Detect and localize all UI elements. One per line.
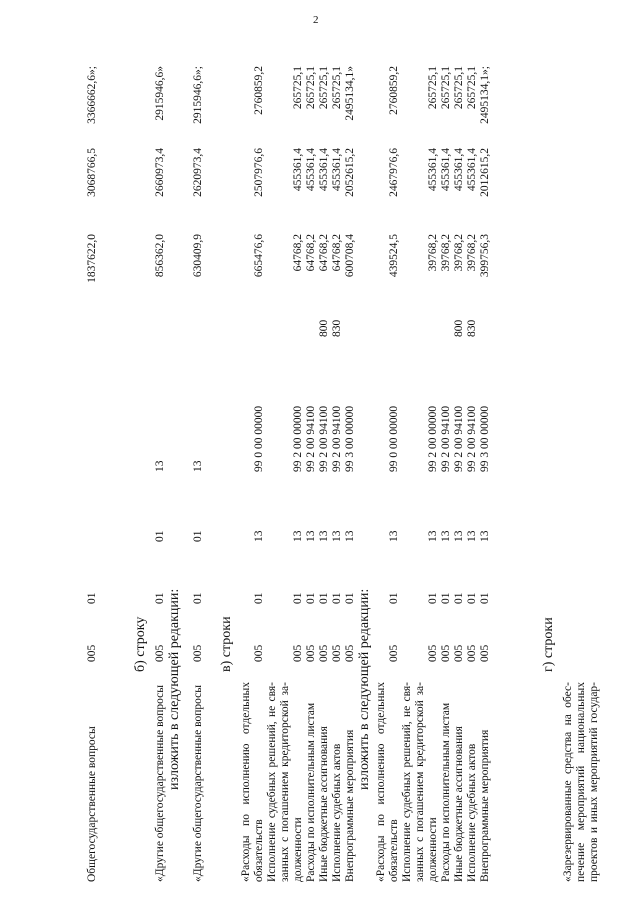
section-c-heading2: изложить в следующей редакции: xyxy=(357,588,372,790)
section-b-ved2: 005 xyxy=(192,644,204,662)
group2-row-col1: 39768,2 xyxy=(453,234,465,272)
group1-row-line: Исполнение судебных актов xyxy=(331,743,343,882)
section-c-heading: в) строки xyxy=(219,616,234,672)
group1-row-rz: 01 xyxy=(318,592,330,604)
row-general-label: Общегосударственные вопросы xyxy=(86,726,98,882)
group1-row-line: занных с погашением кредиторской за- xyxy=(279,682,291,882)
group2-row-rz: 01 xyxy=(440,592,452,604)
group2-header-ved: 005 xyxy=(388,644,400,662)
group1-row-pr: 13 xyxy=(344,530,356,542)
group1-header-line: «Расходы по исполнению отдельных xyxy=(240,682,252,882)
group2-row-ved: 005 xyxy=(440,644,452,662)
group2-row-col2: 455361,4 xyxy=(466,148,478,192)
group2-row-col3: 2495134,1»; xyxy=(479,66,491,124)
group2-row-cs: 99 2 00 00000 xyxy=(427,405,439,472)
group2-row-line: Расходы по исполнительным листам xyxy=(440,702,452,882)
group2-header-line: обязательств xyxy=(388,819,400,882)
section-b-line1: «Другие общегосударственные вопросы xyxy=(154,685,166,882)
row-general-ved: 005 xyxy=(86,644,98,662)
group1-row-rz: 01 xyxy=(292,592,304,604)
group2-row-col2: 455361,4 xyxy=(440,148,452,192)
group1-row-col2: 455361,4 xyxy=(318,148,330,192)
group2-row-pr: 13 xyxy=(440,530,452,542)
group2-row-rz: 01 xyxy=(466,592,478,604)
group2-row-col3: 265725,1 xyxy=(466,66,478,110)
group1-row-line: Исполнение судебных решений, не свя- xyxy=(266,682,278,882)
group1-row-ved: 005 xyxy=(305,644,317,662)
section-d-line: «Зарезервированные средства на обес- xyxy=(562,682,574,882)
group2-row-pr: 13 xyxy=(466,530,478,542)
group1-row-pr: 13 xyxy=(292,530,304,542)
group2-row-line: Иные бюджетные ассигнования xyxy=(453,726,465,882)
group1-row-col3: 265725,1 xyxy=(292,66,304,110)
section-b-line2: «Другие общегосударственные вопросы xyxy=(192,685,204,882)
group2-header-cs: 99 0 00 00000 xyxy=(388,405,400,472)
group1-row-cs: 99 2 00 94100 xyxy=(331,405,343,472)
group2-row-col2: 455361,4 xyxy=(427,148,439,192)
group1-row-line: Расходы по исполнительным листам xyxy=(305,702,317,882)
group2-header-col1: 439524,5 xyxy=(388,234,400,278)
group1-header-col3: 2760859,2 xyxy=(253,66,265,115)
page-number: 2 xyxy=(313,14,319,26)
group1-row-col2: 455361,4 xyxy=(292,148,304,192)
group1-header-rz: 01 xyxy=(253,592,265,604)
group1-row-cs: 99 2 00 94100 xyxy=(305,405,317,472)
group1-header-cs: 99 0 00 00000 xyxy=(253,405,265,472)
section-b-col1: 856362,0 xyxy=(154,234,166,278)
group1-row-col2: 455361,4 xyxy=(305,148,317,192)
group1-row-col2: 2052615,2 xyxy=(344,148,356,197)
group1-row-col3: 2495134,1» xyxy=(344,66,356,121)
group1-row-ved: 005 xyxy=(318,644,330,662)
section-b-cs2: 13 xyxy=(192,460,204,472)
group1-row-col1: 64768,2 xyxy=(305,234,317,272)
group2-row-col1: 399756,3 xyxy=(479,234,491,278)
group1-row-col1: 64768,2 xyxy=(331,234,343,272)
group1-row-line: Внепрограммные мероприятия xyxy=(344,729,356,882)
group1-row-cs: 99 3 00 00000 xyxy=(344,405,356,472)
group1-row-line: Иные бюджетные ассигнования xyxy=(318,726,330,882)
section-d-line: печение мероприятий национальных xyxy=(575,682,587,882)
group2-header-col2: 2467976,6 xyxy=(388,148,400,197)
group1-row-col2: 455361,4 xyxy=(331,148,343,192)
group2-row-col3: 265725,1 xyxy=(453,66,465,110)
group1-row-col3: 265725,1 xyxy=(305,66,317,110)
group2-row-line: Внепрограммные мероприятия xyxy=(479,729,491,882)
group1-row-col1: 64768,2 xyxy=(318,234,330,272)
group1-header-pr: 13 xyxy=(253,530,265,542)
group2-row-line: Исполнение судебных актов xyxy=(466,743,478,882)
row-general-col1: 1837622,0 xyxy=(86,234,98,283)
section-d-heading: г) строки xyxy=(541,617,556,672)
group1-row-line: долженности xyxy=(292,817,304,882)
section-b-rz: 01 xyxy=(154,592,166,604)
group1-row-vr: 800 xyxy=(318,319,330,337)
group1-row-ved: 005 xyxy=(344,644,356,662)
row-general-col3: 3366662,6»; xyxy=(86,66,98,124)
section-b-new-col2: 2620973,4 xyxy=(192,148,204,197)
group2-row-cs: 99 2 00 94100 xyxy=(440,405,452,472)
group1-header-line: обязательств xyxy=(253,819,265,882)
group2-row-col1: 39768,2 xyxy=(440,234,452,272)
section-b-pr2: 01 xyxy=(192,530,204,542)
group2-header-col3: 2760859,2 xyxy=(388,66,400,115)
group2-row-cs: 99 2 00 94100 xyxy=(453,405,465,472)
group2-row-pr: 13 xyxy=(427,530,439,542)
section-d-line: проектов и иных мероприятий государ- xyxy=(588,682,600,882)
row-general-rz: 01 xyxy=(86,592,98,604)
group1-row-pr: 13 xyxy=(318,530,330,542)
section-b-col2: 2660973,4 xyxy=(154,148,166,197)
group1-row-pr: 13 xyxy=(331,530,343,542)
group2-row-cs: 99 3 00 00000 xyxy=(479,405,491,472)
group1-row-rz: 01 xyxy=(344,592,356,604)
group1-row-rz: 01 xyxy=(305,592,317,604)
group2-row-col1: 39768,2 xyxy=(466,234,478,272)
group1-header-col2: 2507976,6 xyxy=(253,148,265,197)
section-b-heading2: изложить в следующей редакции: xyxy=(167,588,182,790)
group2-row-col1: 39768,2 xyxy=(427,234,439,272)
group2-row-line: Исполнение судебных решений, не свя- xyxy=(401,682,413,882)
group1-row-ved: 005 xyxy=(331,644,343,662)
group2-row-col2: 455361,4 xyxy=(453,148,465,192)
section-b-heading: б) строку xyxy=(133,616,148,672)
group2-row-ved: 005 xyxy=(466,644,478,662)
group1-row-col3: 265725,1 xyxy=(318,66,330,110)
section-b-pr: 01 xyxy=(154,530,166,542)
group2-header-line: «Расходы по исполнению отдельных xyxy=(375,682,387,882)
group1-row-rz: 01 xyxy=(331,592,343,604)
group1-row-cs: 99 2 00 00000 xyxy=(292,405,304,472)
group2-row-col3: 265725,1 xyxy=(440,66,452,110)
group2-header-pr: 13 xyxy=(388,530,400,542)
group2-row-vr: 830 xyxy=(466,319,478,337)
group1-row-col1: 600708,4 xyxy=(344,234,356,278)
group2-row-ved: 005 xyxy=(479,644,491,662)
group1-row-cs: 99 2 00 94100 xyxy=(318,405,330,472)
group1-row-col1: 64768,2 xyxy=(292,234,304,272)
group2-row-vr: 800 xyxy=(453,319,465,337)
group2-row-cs: 99 2 00 94100 xyxy=(466,405,478,472)
section-b-new-col3: 2915946,6»; xyxy=(192,66,204,124)
group1-header-ved: 005 xyxy=(253,644,265,662)
group2-row-pr: 13 xyxy=(479,530,491,542)
group2-header-rz: 01 xyxy=(388,592,400,604)
section-b-cs: 13 xyxy=(154,460,166,472)
rotated-budget-table xyxy=(22,22,622,882)
section-b-new-col1: 630409,9 xyxy=(192,234,204,278)
group1-row-pr: 13 xyxy=(305,530,317,542)
section-b-ved: 005 xyxy=(154,644,166,662)
group1-row-vr: 830 xyxy=(331,319,343,337)
section-b-col3: 2915946,6» xyxy=(154,66,166,121)
group2-row-rz: 01 xyxy=(479,592,491,604)
group2-row-rz: 01 xyxy=(427,592,439,604)
group2-row-col2: 2012615,2 xyxy=(479,148,491,197)
group2-row-pr: 13 xyxy=(453,530,465,542)
group1-row-ved: 005 xyxy=(292,644,304,662)
section-b-rz2: 01 xyxy=(192,592,204,604)
group1-row-col3: 265725,1 xyxy=(331,66,343,110)
group2-row-ved: 005 xyxy=(453,644,465,662)
group2-row-ved: 005 xyxy=(427,644,439,662)
row-general-col2: 3068766,5 xyxy=(86,148,98,197)
group2-row-rz: 01 xyxy=(453,592,465,604)
group2-row-col3: 265725,1 xyxy=(427,66,439,110)
group2-row-line: долженности xyxy=(427,817,439,882)
group1-header-col1: 665476,6 xyxy=(253,234,265,278)
group2-row-line: занных с погашением кредиторской за- xyxy=(414,682,426,882)
